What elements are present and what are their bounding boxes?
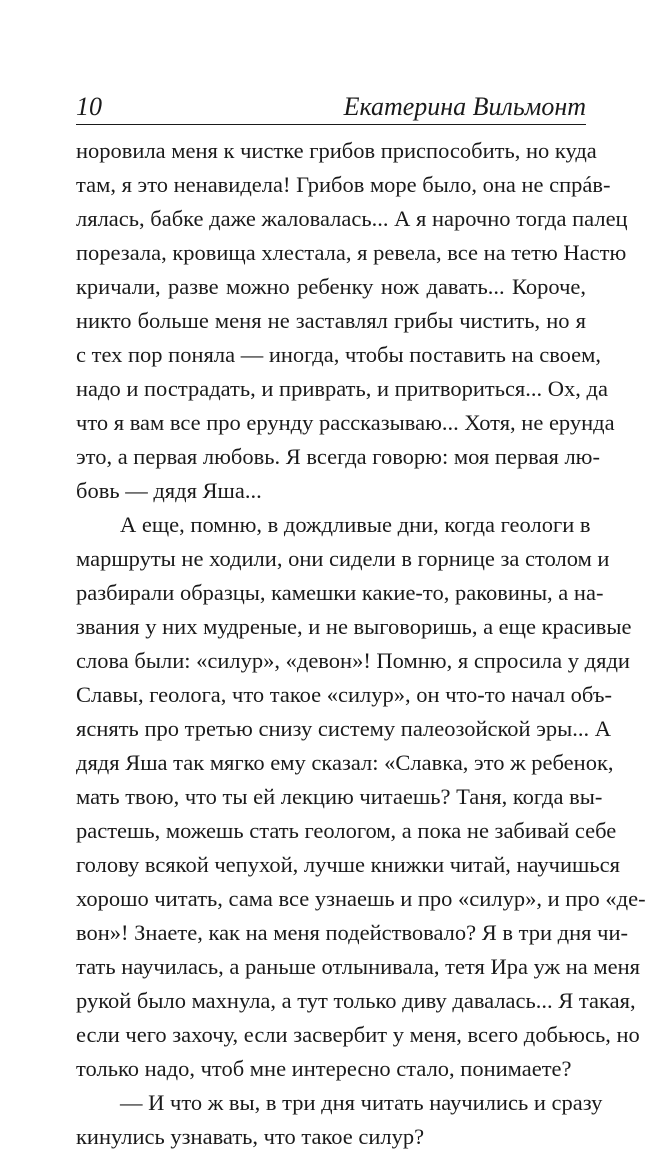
text-line: с тех пор поняла — иногда, чтобы поставить на своем,	[76, 342, 602, 367]
text-line: порезала, кровища хлестала, я ревела, все на тетю Настю	[76, 240, 627, 265]
text-line: если чего захочу, если засвербит у меня, всего добьюсь, но	[76, 1022, 640, 1047]
text-line: голову всякой чепухой, лучше книжки читай, научишься	[76, 852, 620, 877]
text-line: тать научилась, а раньше отлынивала, тетя Ира уж на меня	[76, 954, 640, 979]
text-line: это, а первая любовь. Я всегда говорю: моя первая лю-	[76, 444, 600, 469]
text-line: растешь, можешь стать геологом, а пока не забивай себе	[76, 818, 617, 843]
text-line: мать твою, что ты ей лекцию читаешь? Таня, когда вы-	[76, 784, 603, 809]
text-line: звания у них мудреные, и не выговоришь, а еще красивые	[76, 614, 632, 639]
text-line: бовь — дядя Яша...	[76, 478, 262, 503]
text-line: что я вам все про ерунду рассказываю... Хотя, не ерунда	[76, 410, 615, 435]
paragraph	[76, 1086, 603, 1154]
text-line: рукой было махнула, а тут только диву давалась... Я такая,	[76, 988, 636, 1013]
text-line: там, я это ненавидела! Грибов море было, она не спрáв-	[76, 172, 611, 197]
text-line: разбирали образцы, камешки какие-то, раковины, а на-	[76, 580, 604, 605]
text-line: дядя Яша так мягко ему сказал: «Славка, это ж ребенок,	[76, 750, 614, 775]
text-line: А еще, помню, в дождливые дни, когда геологи в	[120, 512, 591, 537]
text-line: вон»! Знаете, как на меня подействовало? Я в три дня чи-	[76, 920, 628, 945]
text-line: хорошо читать, сама все узнаешь и про «силур», и про «де-	[76, 886, 646, 911]
text-line: надо и пострадать, и приврать, и притвориться... Ох, да	[76, 376, 608, 401]
text-line: кричали, разве можно ребенку нож давать... Короче,	[76, 274, 586, 299]
text-line: лялась, бабке даже жаловалась... А я нарочно тогда палец	[76, 206, 628, 231]
paragraph	[76, 134, 628, 508]
text-line: норовила меня к чистке грибов приспособить, но куда	[76, 138, 597, 163]
page-header	[76, 84, 586, 124]
text-line: никто больше меня не заставлял грибы чистить, но я	[76, 308, 586, 333]
running-title: Екатерина Вильмонт	[343, 92, 586, 121]
page-number: 10	[76, 92, 102, 121]
body-text	[76, 134, 646, 1154]
paragraph	[76, 508, 646, 1086]
text-line: яснять про третью снизу систему палеозойской эры... А	[76, 716, 611, 741]
header-rule	[76, 124, 586, 125]
text-line: только надо, чтоб мне интересно стало, понимаете?	[76, 1056, 572, 1081]
text-line: кинулись узнавать, что такое силур?	[76, 1124, 425, 1149]
text-line: маршруты не ходили, они сидели в горнице за столом и	[76, 546, 610, 571]
text-line: Славы, геолога, что такое «силур», он что-то начал объ-	[76, 682, 612, 707]
text-line: слова были: «силур», «девон»! Помню, я спросила у дяди	[76, 648, 630, 673]
text-line: — И что ж вы, в три дня читать научились и сразу	[120, 1090, 603, 1115]
